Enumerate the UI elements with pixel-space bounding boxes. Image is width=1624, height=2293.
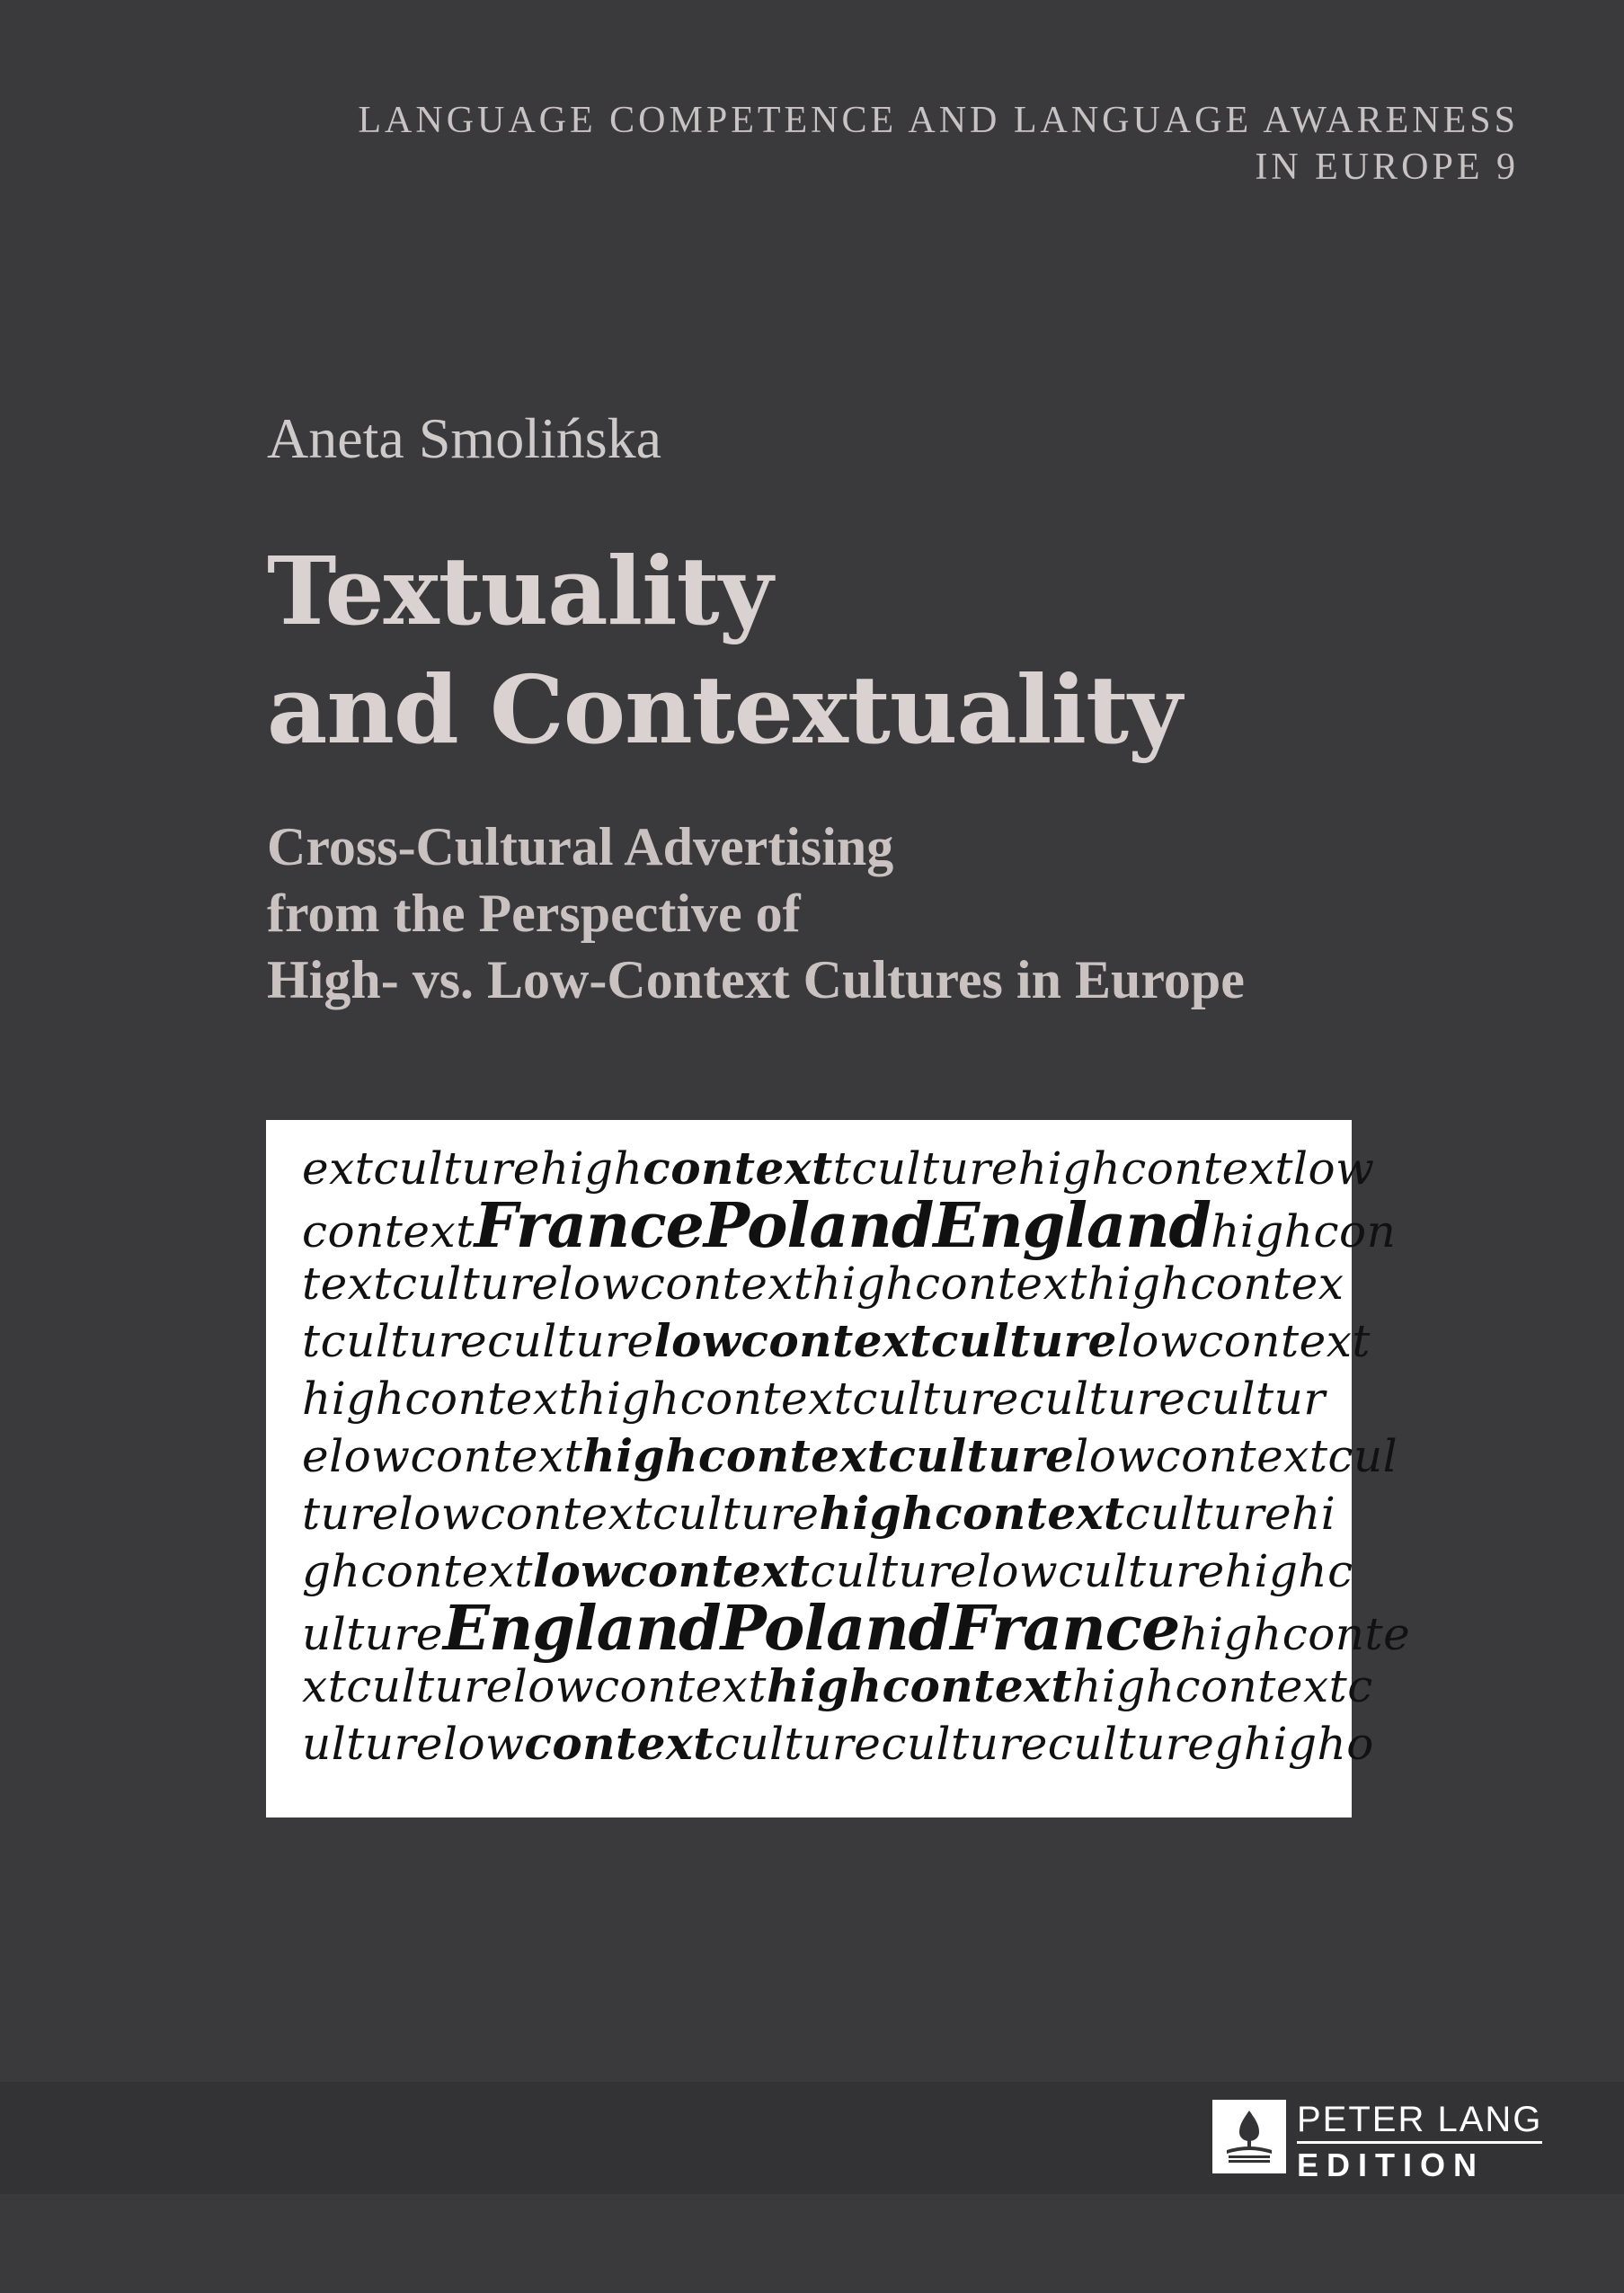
artwork-line	[302, 1715, 1374, 1773]
publisher-logo	[1212, 2100, 1542, 2181]
artwork-word: lowcontext	[1116, 1315, 1371, 1367]
artwork-word: context	[643, 1142, 833, 1195]
artwork-word: lowcontextcul	[1074, 1430, 1398, 1482]
artwork-word: tcultureculture	[302, 1315, 654, 1367]
artwork-line	[302, 1190, 1397, 1262]
artwork-word: context	[524, 1717, 714, 1770]
artwork-word: lowcontextculture	[653, 1314, 1117, 1367]
artwork-word: highcontext	[819, 1487, 1125, 1540]
artwork-word: turelowcontextculture	[302, 1488, 820, 1540]
artwork-line	[302, 1658, 1373, 1715]
artwork-word: xtculturelowcontext	[302, 1660, 767, 1712]
artwork-word: FrancePolandEngland	[474, 1190, 1211, 1262]
artwork-word: context	[302, 1205, 475, 1258]
artwork-word: highcontexthighcontextcultureculturecultur	[302, 1373, 1326, 1425]
calligraphy-artwork-panel	[266, 1120, 1411, 1818]
artwork-word: elowcontext	[302, 1430, 583, 1482]
author-name: Aneta Smolińska	[267, 406, 662, 470]
artwork-line	[302, 1140, 1375, 1197]
artwork-word: cultureculturecultureghigho	[714, 1718, 1374, 1770]
artwork-word: ulture	[302, 1608, 443, 1660]
artwork-word: ghcontext	[302, 1545, 533, 1597]
publisher-divider	[1297, 2141, 1542, 2144]
artwork-line	[302, 1255, 1344, 1312]
publisher-edition: EDITION	[1297, 2146, 1486, 2183]
peter-lang-tree-logo-icon	[1212, 2100, 1286, 2173]
series-title	[358, 97, 1519, 191]
series-title-line-1: LANGUAGE COMPETENCE AND LANGUAGE AWARENESS	[358, 100, 1519, 141]
artwork-word: ulturelow	[302, 1718, 525, 1770]
artwork-line	[302, 1312, 1371, 1370]
artwork-word: culturehi	[1124, 1488, 1336, 1540]
artwork-word: highcon	[1211, 1205, 1397, 1258]
book-subtitle-line-1: Cross-Cultural Advertising	[267, 817, 894, 876]
artwork-word: highcontext	[766, 1659, 1073, 1712]
artwork-word: culturelowculturehighc	[810, 1545, 1353, 1597]
book-subtitle-line-3: High- vs. Low-Context Cultures in Europe	[267, 950, 1245, 1009]
artwork-line	[302, 1427, 1398, 1485]
book-subtitle	[267, 813, 1245, 1013]
publisher-text	[1297, 2100, 1542, 2183]
artwork-word: EnglandPolandFrance	[442, 1593, 1180, 1665]
book-title	[267, 532, 1181, 769]
book-title-line-1: Textuality	[267, 536, 773, 646]
artwork-line	[302, 1593, 1411, 1665]
artwork-word: highcontextculture	[582, 1429, 1075, 1482]
artwork-word: extculturehigh	[302, 1142, 643, 1195]
artwork-line	[302, 1370, 1326, 1427]
artwork-word: tculturehighcontextlow	[832, 1142, 1375, 1195]
artwork-line	[302, 1485, 1336, 1542]
publisher-name: PETER LANG	[1297, 2100, 1543, 2139]
artwork-word: highcontextc	[1072, 1660, 1373, 1712]
artwork-word: textculturelowcontexthighcontexthighcontex	[302, 1258, 1344, 1310]
artwork-word: lowcontext	[533, 1544, 811, 1597]
book-title-line-2: and Contextuality	[267, 654, 1182, 765]
series-title-line-2: IN EUROPE 9	[1255, 147, 1519, 188]
book-subtitle-line-2: from the Perspective of	[267, 884, 801, 943]
artwork-word: highconte	[1179, 1608, 1411, 1660]
artwork-line	[302, 1542, 1353, 1600]
